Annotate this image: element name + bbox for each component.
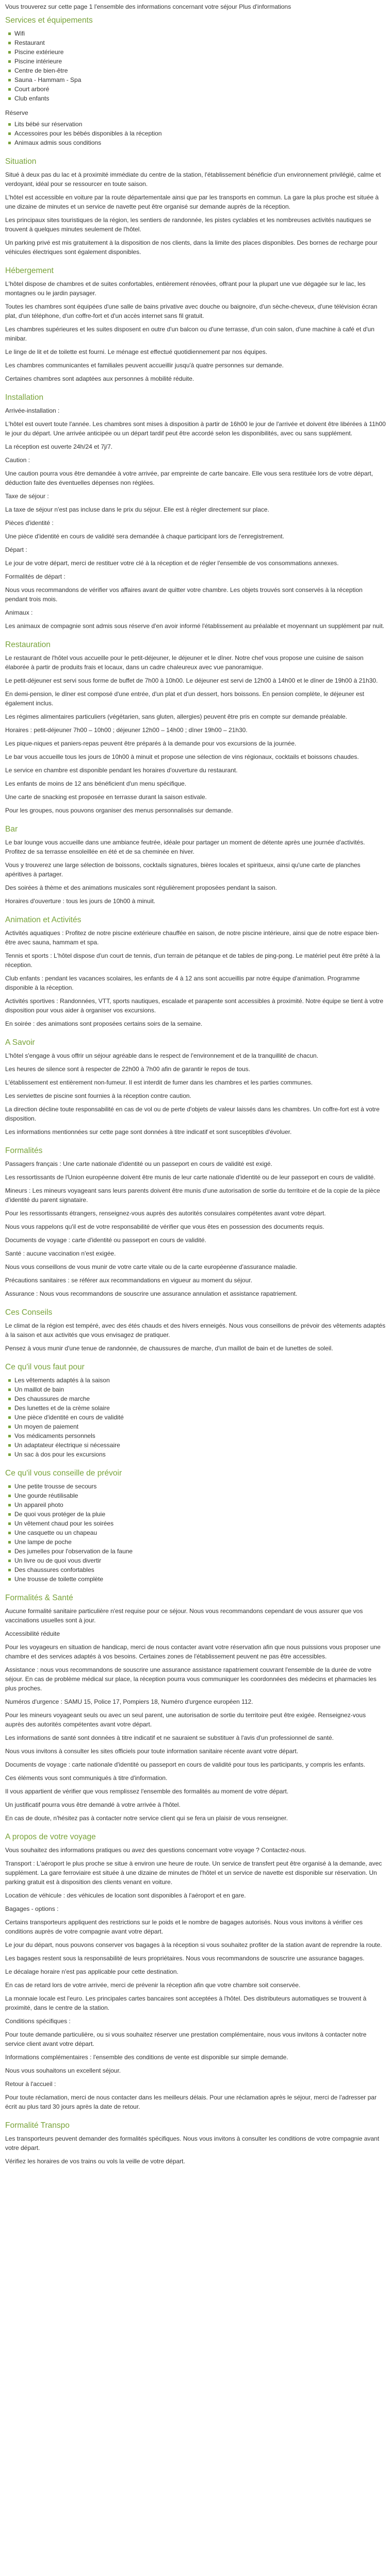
list-item: Vos médicaments personnels xyxy=(5,1431,386,1440)
paragraph: La réception est ouverte 24h/24 et 7j/7. xyxy=(5,443,113,450)
section-title-formalite-transport: Formalité Transpo xyxy=(5,2121,70,2130)
section-title-restauration: Restauration xyxy=(5,640,51,649)
paragraph: Pièces d'identité : xyxy=(5,519,54,527)
paragraph: Les principaux sites touristiques de la région, les sentiers de randonnée, les pistes cyclables et les nombreuses activités nautiques se trouvent à quelques minutes seulement de l'hôtel. xyxy=(5,216,371,233)
paragraph: Les animaux de compagnie sont admis sous réserve d'en avoir informé l'établissement au préalable et moyennant un supplément par nuit. xyxy=(5,622,384,630)
paragraph: Le petit-déjeuner est servi sous forme de buffet de 7h00 à 10h00. Le déjeuner est servi de 12h00 à 14h00 et le dîner de 19h00 à 21h30. xyxy=(5,677,378,684)
paragraph: Accessibilité réduite xyxy=(5,1630,60,1637)
paragraph: Toutes les chambres sont équipées d'une salle de bains privative avec douche ou baignoire, d'un sèche-cheveux, d'une télévision écran plat, d'un téléphone, d'un coffre-fort et d'un accès internet sans fil gratuit. xyxy=(5,303,378,319)
list-item: De quoi vous protéger de la pluie xyxy=(5,1510,386,1519)
paragraph: Une carte de snacking est proposée en terrasse durant la saison estivale. xyxy=(5,793,207,801)
paragraph: Retour à l'accueil : xyxy=(5,2080,56,2088)
paragraph: Le restaurant de l'hôtel vous accueille pour le petit-déjeuner, le déjeuner et le dîner. Notre chef vous propose une cuisine de saison élaborée à partir de produits frais et locaux, dans un cadre chaleureux avec vue panoramique. xyxy=(5,654,364,671)
paragraph: Nous vous souhaitons un excellent séjour. xyxy=(5,2067,121,2074)
paragraph: Assurance : Nous vous recommandons de souscrire une assurance annulation et assistance rapatriement. xyxy=(5,1290,298,1297)
paragraph: Le jour du départ, nous pouvons conserver vos bagages à la réception si vous souhaitez profiter de la station avant de reprendre la route. xyxy=(5,1941,382,1948)
paragraph: Arrivée-installation : xyxy=(5,407,60,414)
section-title-conseils: Ces Conseils xyxy=(5,1308,53,1317)
paragraph: Santé : aucune vaccination n'est exigée. xyxy=(5,1250,116,1257)
paragraph: Les heures de silence sont à respecter de 22h00 à 7h00 afin de garantir le repos de tous. xyxy=(5,1065,250,1073)
paragraph: Il vous appartient de vérifier que vous remplissez l'ensemble des formalités au moment de votre départ. xyxy=(5,1788,289,1795)
list-item: Une lampe de poche xyxy=(5,1537,386,1547)
paragraph: Mineurs : Les mineurs voyageant sans leurs parents doivent être munis d'une autorisation de sortie du territoire et de la copie de la pièce d'identité du parent signataire. xyxy=(5,1187,380,1204)
paragraph: Le jour de votre départ, merci de restituer votre clé à la réception et de régler l'ensemble de vos consommations annexes. xyxy=(5,560,339,567)
paragraph: Documents de voyage : carte nationale d'identité ou passeport en cours de validité pour tous les participants, y compris les enfants. xyxy=(5,1761,366,1768)
paragraph: L'hôtel s'engage à vous offrir un séjour agréable dans le respect de l'environnement et de la tranquillité de chacun. xyxy=(5,1052,319,1059)
list-item: Restaurant xyxy=(5,38,386,47)
list-item: Un maillot de bain xyxy=(5,1385,386,1394)
section-title-a-propos: A propos de votre voyage xyxy=(5,1833,96,1841)
paragraph: L'hôtel est accessible en voiture par la route départementale ainsi que par les transports en commun. La gare la plus proche est située à une dizaine de minutes et un service de navette peut être organisé sur demande auprès de la réception. xyxy=(5,194,379,210)
paragraph: Une caution pourra vous être demandée à votre arrivée, par empreinte de carte bancaire. Elle vous sera restituée lors de votre départ, déduction faite des éventuelles dépenses non réglées. xyxy=(5,470,373,486)
list-item: Des chaussures de marche xyxy=(5,1394,386,1403)
paragraph: Location de véhicule : des véhicules de location sont disponibles à l'aéroport et en gare. xyxy=(5,1892,246,1899)
list-item: Accessoires pour les bébés disponibles à la réception xyxy=(5,129,386,138)
section-title-situation: Situation xyxy=(5,157,37,166)
paragraph: Animaux : xyxy=(5,609,33,616)
paragraph: Horaires d'ouverture : tous les jours de 10h00 à minuit. xyxy=(5,897,156,905)
paragraph: Les serviettes de piscine sont fournies à la réception contre caution. xyxy=(5,1092,191,1099)
section-title-prepare: Ce qu'il vous faut pour xyxy=(5,1363,85,1371)
paragraph: Vous y trouverez une large sélection de boissons, cocktails signatures, bières locales et spiritueux, ainsi qu'une carte de planches apéritives à partager. xyxy=(5,861,361,878)
list-item: Centre de bien-être xyxy=(5,66,386,75)
section-title-services: Services et équipements xyxy=(5,16,93,25)
paragraph: Le climat de la région est tempéré, avec des étés chauds et des hivers enneigés. Nous vous conseillons de prévoir des vêtements adaptés à la saison et aux activités que vous envisagez de pratiquer. xyxy=(5,1322,386,1338)
services-list xyxy=(5,29,386,103)
paragraph: Tennis et sports : L'hôtel dispose d'un court de tennis, d'un terrain de pétanque et de tables de ping-pong. Le matériel peut être prêté à la réception. xyxy=(5,952,380,969)
list-item: Une petite trousse de secours xyxy=(5,1482,386,1491)
services-subtitle: Réserve xyxy=(5,109,28,116)
paragraph: La monnaie locale est l'euro. Les principales cartes bancaires sont acceptées à l'hôtel. Des distributeurs automatiques se trouvent à proximité, dans le centre de la station. xyxy=(5,1995,367,2011)
services-list-2 xyxy=(5,120,386,147)
paragraph: Les informations mentionnées sur cette page sont données à titre indicatif et sont susceptibles d'évoluer. xyxy=(5,1128,292,1136)
paragraph: L'hôtel est ouvert toute l'année. Les chambres sont mises à disposition à partir de 16h00 le jour de l'arrivée et doivent être libérées à 11h00 le jour du départ. Une arrivée anticipée ou un départ tardif peut être accordé selon les disponibilités, avec ou sans supplément. xyxy=(5,420,386,437)
list-item: Wifi xyxy=(5,29,386,38)
paragraph: Informations complémentaires : l'ensemble des conditions de vente est disponible sur simple demande. xyxy=(5,2054,288,2061)
list-item: Un appareil photo xyxy=(5,1500,386,1510)
section-title-installation: Installation xyxy=(5,393,44,402)
paragraph: En cas de retard lors de votre arrivée, merci de prévenir la réception afin que votre chambre soit conservée. xyxy=(5,1981,301,1989)
list-item: Animaux admis sous conditions xyxy=(5,138,386,147)
paragraph: Le service en chambre est disponible pendant les horaires d'ouverture du restaurant. xyxy=(5,767,238,774)
paragraph: Les transporteurs peuvent demander des formalités spécifiques. Nous vous invitons à consulter les conditions de votre compagnie avant votre départ. xyxy=(5,2135,380,2151)
section-title-hebergement: Hébergement xyxy=(5,266,54,275)
paragraph: Nous vous rappelons qu'il est de votre responsabilité de vérifier que vous êtes en possession des documents requis. xyxy=(5,1223,324,1230)
paragraph: Les bagages restent sous la responsabilité de leurs propriétaires. Nous vous recommandons de souscrire une assurance bagages. xyxy=(5,1955,365,1962)
paragraph: En soirée : des animations sont proposées certains soirs de la semaine. xyxy=(5,1020,203,1027)
paragraph: Pour les voyageurs en situation de handicap, merci de nous contacter avant votre réservation afin que nous puissions vous proposer une chambre et des services adaptés à vos besoins. Certaines zones de l'établissement peuvent ne pas être accessibles. xyxy=(5,1643,381,1660)
paragraph: Horaires : petit-déjeuner 7h00 – 10h00 ; déjeuner 12h00 – 14h00 ; dîner 19h00 – 21h30. xyxy=(5,726,248,734)
paragraph: Numéros d'urgence : SAMU 15, Police 17, Pompiers 18, Numéro d'urgence européen 112. xyxy=(5,1698,253,1705)
paragraph: Situé à deux pas du lac et à proximité immédiate du centre de la station, l'établissement bénéficie d'un environnement privilégié, calme et verdoyant, idéal pour se ressourcer en toute saison. xyxy=(5,171,381,188)
paragraph: Formalités de départ : xyxy=(5,573,66,580)
paragraph: Les chambres supérieures et les suites disposent en outre d'un balcon ou d'une terrasse, d'un coin salon, d'une machine à café et d'un minibar. xyxy=(5,326,374,342)
section-title-a-savoir: A Savoir xyxy=(5,1038,35,1047)
paragraph: Nous vous conseillons de vous munir de votre carte vitale ou de la carte européenne d'assurance maladie. xyxy=(5,1263,297,1270)
paragraph: Activités aquatiques : Profitez de notre piscine extérieure chauffée en saison, de notre piscine intérieure, ainsi que de notre espace bien-être avec sauna, hammam et spa. xyxy=(5,929,379,946)
paragraph: Pour toute demande particulière, ou si vous souhaitez réserver une prestation complémentaire, nous vous invitons à contacter notre service client avant votre départ. xyxy=(5,2031,367,2047)
list-item: Un vêtement chaud pour les soirées xyxy=(5,1519,386,1528)
paragraph: Départ : xyxy=(5,546,27,553)
paragraph: Vous souhaitez des informations pratiques ou avez des questions concernant votre voyage ? Contactez-nous. xyxy=(5,1846,306,1854)
paragraph: Taxe de séjour : xyxy=(5,493,49,500)
intro-text: Vous trouverez sur cette page 1 l'ensemble des informations concernant votre séjour Plus d'informations xyxy=(5,3,291,10)
list-item: Lits bébé sur réservation xyxy=(5,120,386,129)
paragraph: Pour toute réclamation, merci de nous contacter dans les meilleurs délais. Pour une réclamation après le séjour, merci de l'adresser par écrit au plus tard 30 jours après la date de retour. xyxy=(5,2094,377,2110)
list-item: Les vêtements adaptés à la saison xyxy=(5,1376,386,1385)
paragraph: Pour les ressortissants étrangers, renseignez-vous auprès des autorités consulaires compétentes avant votre départ. xyxy=(5,1210,326,1217)
paragraph: Certains transporteurs appliquent des restrictions sur le poids et le nombre de bagages autorisés. Nous vous invitons à vérifier ces conditions auprès de votre compagnie avant votre départ. xyxy=(5,1919,363,1935)
prepare-list xyxy=(5,1376,386,1459)
paragraph: Pour les mineurs voyageant seuls ou avec un seul parent, une autorisation de sortie du territoire peut être exigée. Renseignez-vous auprès des autorités compétentes avant votre départ. xyxy=(5,1711,366,1728)
list-item: Un moyen de paiement xyxy=(5,1422,386,1431)
paragraph: Nous vous recommandons de vérifier vos affaires avant de quitter votre chambre. Les objets trouvés sont conservés à la réception pendant trois mois. xyxy=(5,586,363,603)
list-item: Piscine extérieure xyxy=(5,47,386,57)
paragraph: Pour les groupes, nous pouvons organiser des menus personnalisés sur demande. xyxy=(5,807,233,814)
section-title-prepare-2: Ce qu'il vous conseille de prévoir xyxy=(5,1469,122,1478)
paragraph: Le décalage horaire n'est pas applicable pour cette destination. xyxy=(5,1968,178,1975)
paragraph: Le bar lounge vous accueille dans une ambiance feutrée, idéale pour partager un moment de détente après une journée d'activités. Profitez de sa terrasse ensoleillée en été et de sa cheminée en hiver. xyxy=(5,839,365,855)
paragraph: Certaines chambres sont adaptées aux personnes à mobilité réduite. xyxy=(5,375,194,382)
paragraph: L'établissement est entièrement non-fumeur. Il est interdit de fumer dans les chambres et les parties communes. xyxy=(5,1079,313,1086)
paragraph: La taxe de séjour n'est pas incluse dans le prix du séjour. Elle est à régler directement sur place. xyxy=(5,506,269,513)
paragraph: Bagages - options : xyxy=(5,1905,59,1912)
list-item: Une pièce d'identité en cours de validité xyxy=(5,1413,386,1422)
paragraph: L'hôtel dispose de chambres et de suites confortables, entièrement rénovées, offrant pour la plupart une vue dégagée sur le lac, les montagnes ou le jardin paysager. xyxy=(5,280,366,297)
paragraph: Passagers français : Une carte nationale d'identité ou un passeport en cours de validité est exigé. xyxy=(5,1160,272,1167)
list-item: Une gourde réutilisable xyxy=(5,1491,386,1500)
list-item: Un adaptateur électrique si nécessaire xyxy=(5,1440,386,1450)
list-item: Un sac à dos pour les excursions xyxy=(5,1450,386,1459)
paragraph: Pensez à vous munir d'une tenue de randonnée, de chaussures de marche, d'un maillot de bain et de lunettes de soleil. xyxy=(5,1345,333,1352)
paragraph: La direction décline toute responsabilité en cas de vol ou de perte d'objets de valeur laissés dans les chambres. Un coffre-fort est à votre disposition. xyxy=(5,1106,380,1122)
paragraph: Transport : L'aéroport le plus proche se situe à environ une heure de route. Un service de transfert peut être organisé à la demande, avec supplément. La gare ferroviaire est située à une dizaine de minutes de l'hôtel et un service de navette est disponible sur réservation. Un parking gratuit est à disposition des clients venant en voiture. xyxy=(5,1860,382,1886)
paragraph: Aucune formalité sanitaire particulière n'est requise pour ce séjour. Nous vous recommandons cependant de vous assurer que vos vaccinations usuelles sont à jour. xyxy=(5,1607,363,1624)
list-item: Des jumelles pour l'observation de la faune xyxy=(5,1547,386,1556)
paragraph: Un parking privé est mis gratuitement à la disposition de nos clients, dans la limite des places disponibles. Des bornes de recharge pour véhicules électriques sont également disponibles. xyxy=(5,239,378,256)
section-title-animation: Animation et Activités xyxy=(5,916,82,924)
paragraph: Nous vous invitons à consulter les sites officiels pour toute information sanitaire récente avant votre départ. xyxy=(5,1748,299,1755)
list-item: Sauna - Hammam - Spa xyxy=(5,75,386,84)
paragraph: Un justificatif pourra vous être demandé à votre arrivée à l'hôtel. xyxy=(5,1801,181,1808)
paragraph: Vérifiez les horaires de vos trains ou vols la veille de votre départ. xyxy=(5,2158,185,2165)
paragraph: Club enfants : pendant les vacances scolaires, les enfants de 4 à 12 ans sont accueillis par notre équipe d'animation. Programme disponible à la réception. xyxy=(5,975,360,991)
list-item: Un livre ou de quoi vous divertir xyxy=(5,1556,386,1565)
paragraph: Des soirées à thème et des animations musicales sont régulièrement proposées pendant la saison. xyxy=(5,884,277,891)
paragraph: Les pique-niques et paniers-repas peuvent être préparés à la demande pour vos excursions de la journée. xyxy=(5,740,297,747)
section-title-formalites: Formalités xyxy=(5,1146,43,1155)
list-item: Une casquette ou un chapeau xyxy=(5,1528,386,1537)
paragraph: Activités sportives : Randonnées, VTT, sports nautiques, escalade et parapente sont accessibles à proximité. Notre équipe se tient à votre disposition pour vous aider à organiser vos excursions. xyxy=(5,997,384,1014)
paragraph: Les enfants de moins de 12 ans bénéficient d'un menu spécifique. xyxy=(5,780,187,787)
paragraph: Précautions sanitaires : se référer aux recommandations en vigueur au moment du séjour. xyxy=(5,1277,252,1284)
paragraph: En cas de doute, n'hésitez pas à contacter notre service client qui se fera un plaisir de vous renseigner. xyxy=(5,1815,288,1822)
list-item: Court arboré xyxy=(5,84,386,94)
list-item: Club enfants xyxy=(5,94,386,103)
paragraph: Le bar vous accueille tous les jours de 10h00 à minuit et propose une sélection de vins régionaux, cocktails et boissons chaudes. xyxy=(5,753,359,760)
paragraph: Les ressortissants de l'Union européenne doivent être munis de leur carte nationale d'identité ou de leur passeport en cours de validité. xyxy=(5,1174,376,1181)
paragraph: Les informations de santé sont données à titre indicatif et ne sauraient se substituer à l'avis d'un professionnel de santé. xyxy=(5,1734,334,1741)
prepare-list-2 xyxy=(5,1482,386,1584)
list-item: Une trousse de toilette complète xyxy=(5,1574,386,1584)
paragraph: Caution : xyxy=(5,456,30,464)
paragraph: Les chambres communicantes et familiales peuvent accueillir jusqu'à quatre personnes sur demande. xyxy=(5,362,284,369)
paragraph: Le linge de lit et de toilette est fourni. Le ménage est effectué quotidiennement par nos équipes. xyxy=(5,348,268,355)
paragraph: Ces éléments vous sont communiqués à titre d'information. xyxy=(5,1774,168,1782)
paragraph: Assistance : nous vous recommandons de souscrire une assurance assistance rapatriement couvrant l'ensemble de la durée de votre séjour. En cas de problème médical sur place, la réception pourra vous communiquer les coordonnées des médecins et pharmacies les plus proches. xyxy=(5,1666,377,1692)
section-title-formalites-sante: Formalités & Santé xyxy=(5,1594,73,1602)
paragraph: Conditions spécifiques : xyxy=(5,2018,71,2025)
list-item: Des lunettes et de la crème solaire xyxy=(5,1403,386,1413)
paragraph: En demi-pension, le dîner est composé d'une entrée, d'un plat et d'un dessert, hors boissons. En pension complète, le déjeuner est également inclus. xyxy=(5,690,364,707)
list-item: Piscine intérieure xyxy=(5,57,386,66)
list-item: Des chaussures confortables xyxy=(5,1565,386,1574)
paragraph: Documents de voyage : carte d'identité ou passeport en cours de validité. xyxy=(5,1236,206,1244)
paragraph: Une pièce d'identité en cours de validité sera demandée à chaque participant lors de l'enregistrement. xyxy=(5,533,284,540)
paragraph: Les régimes alimentaires particuliers (végétarien, sans gluten, allergies) peuvent être pris en compte sur demande préalable. xyxy=(5,713,348,720)
section-title-bar: Bar xyxy=(5,825,18,834)
